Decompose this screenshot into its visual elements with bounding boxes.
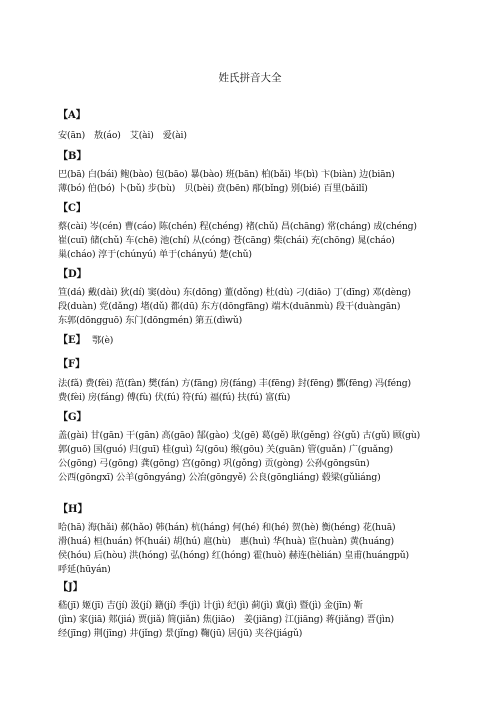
section-c-heading: 【C】	[58, 203, 86, 214]
section-j-line: (jìn) 家(jiā) 郏(jiá) 贾(jiǎ) 简(jiǎn) 焦(jiāo) 姜(jiāng) 江(jiāng) 蒋(jiǎng) 晋(jìn)	[58, 614, 394, 625]
section-d-heading: 【D】	[58, 269, 87, 280]
section-h-line: 呼延(hūyán)	[58, 564, 111, 575]
section-g-line: 盖(gài) 甘(gān) 干(gān) 高(gāo) 郜(gào) 戈(gē) 葛(gě) 耿(gěng) 谷(gǔ) 古(gǔ) 顾(gù)	[58, 430, 421, 441]
section-j-line: 嵇(jī) 姬(jī) 吉(jí) 汲(jí) 籍(jí) 季(jì) 计(jì) 纪(jì) 蓟(jì) 冀(jì) 暨(jì) 金(jīn) 靳	[58, 600, 363, 611]
section-b-line: 巴(bā) 白(bái) 鲍(bào) 包(bāo) 暴(bào) 班(bān) 柏(bǎi) 毕(bì) 卞(biàn) 边(biān)	[58, 169, 395, 180]
section-b-line: 薄(bó) 伯(bó) 卜(bǔ) 步(bù) 贝(bèi) 贲(bēn) 邴(bǐng) 别(bié) 百里(bǎilǐ)	[58, 183, 368, 194]
section-d-line: 笪(dá) 戴(dài) 狄(dí) 窦(dòu) 东(dōng) 董(dǒng) 杜(dù) 刁(diāo) 丁(dīng) 邓(dèng)	[58, 287, 411, 298]
section-d-line: 东郭(dōngguō) 东门(dōngmén) 第五(dìwǔ)	[58, 315, 243, 326]
section-c-line: 蔡(cài) 岑(cén) 曹(cáo) 陈(chén) 程(chéng) 褚(chǔ) 昌(chāng) 常(cháng) 成(chéng)	[58, 221, 417, 232]
section-g-line: 郭(guō) 国(guó) 归(guī) 桂(guì) 勾(gōu) 缑(gōu) 关(guān) 管(guǎn) 广(guǎng)	[58, 444, 393, 455]
section-g-heading: 【G】	[58, 412, 87, 423]
section-c-line: 巢(cháo) 淳于(chúnyú) 单于(chányú) 楚(chǔ)	[58, 249, 252, 260]
section-e-line: 鄂(è)	[92, 335, 114, 346]
section-h-line: 滑(huá) 桓(huán) 怀(huái) 胡(hú) 扈(hù) 惠(huì) 华(huà) 宦(huàn) 黄(huáng)	[58, 536, 394, 547]
section-g-line: 公(gōng) 弓(gōng) 龚(gōng) 宫(gōng) 巩(gǒng) 贡(gòng) 公孙(gōngsūn)	[58, 458, 370, 469]
section-g-line: 公西(gōngxī) 公羊(gōngyáng) 公冶(gōngyě) 公良(gōngliáng) 毂梁(gǔliáng)	[58, 472, 381, 483]
section-c-line: 崔(cuī) 储(chǔ) 车(chē) 池(chí) 从(cóng) 苍(cāng) 柴(chái) 充(chōng) 晁(cháo)	[58, 235, 395, 246]
section-f-line: 费(fèi) 房(fáng) 傅(fù) 伏(fú) 符(fú) 福(fú) 扶(fú) 富(fù)	[58, 392, 291, 403]
section-h-heading: 【H】	[58, 504, 88, 515]
section-h-line: 侯(hóu) 后(hòu) 洪(hóng) 弘(hóng) 红(hóng) 霍(huò) 赫连(hèlián) 皇甫(huángpǔ)	[58, 550, 409, 561]
section-f-heading: 【F】	[58, 359, 86, 370]
section-h-line: 哈(hā) 海(hǎi) 郝(hǎo) 韩(hán) 杭(háng) 何(hé) 和(hé) 贺(hè) 衡(héng) 花(huā)	[58, 522, 396, 533]
section-j-heading: 【J】	[58, 582, 83, 593]
section-a-line: 安(ān) 敖(áo) 艾(ài) 爱(ài)	[58, 130, 187, 141]
section-d-line: 段(duàn) 党(dǎng) 堵(dǔ) 都(dū) 东方(dōngfāng) 端木(duānmù) 段干(duàngān)	[58, 301, 401, 312]
section-b-heading: 【B】	[58, 151, 87, 162]
section-e-heading: 【E】	[58, 335, 86, 346]
section-f-line: 法(fǎ) 费(fèi) 范(fàn) 樊(fán) 方(fāng) 房(fáng) 丰(fēng) 封(fēng) 酆(fēng) 冯(féng)	[58, 378, 411, 389]
document-title: 姓氏拼音大全	[218, 72, 282, 84]
section-a-heading: 【A】	[58, 110, 86, 121]
section-j-line: 经(jīng) 荆(jīng) 井(jǐng) 景(jǐng) 鞠(jū) 居(jū) 夹谷(jiágǔ)	[58, 628, 303, 639]
